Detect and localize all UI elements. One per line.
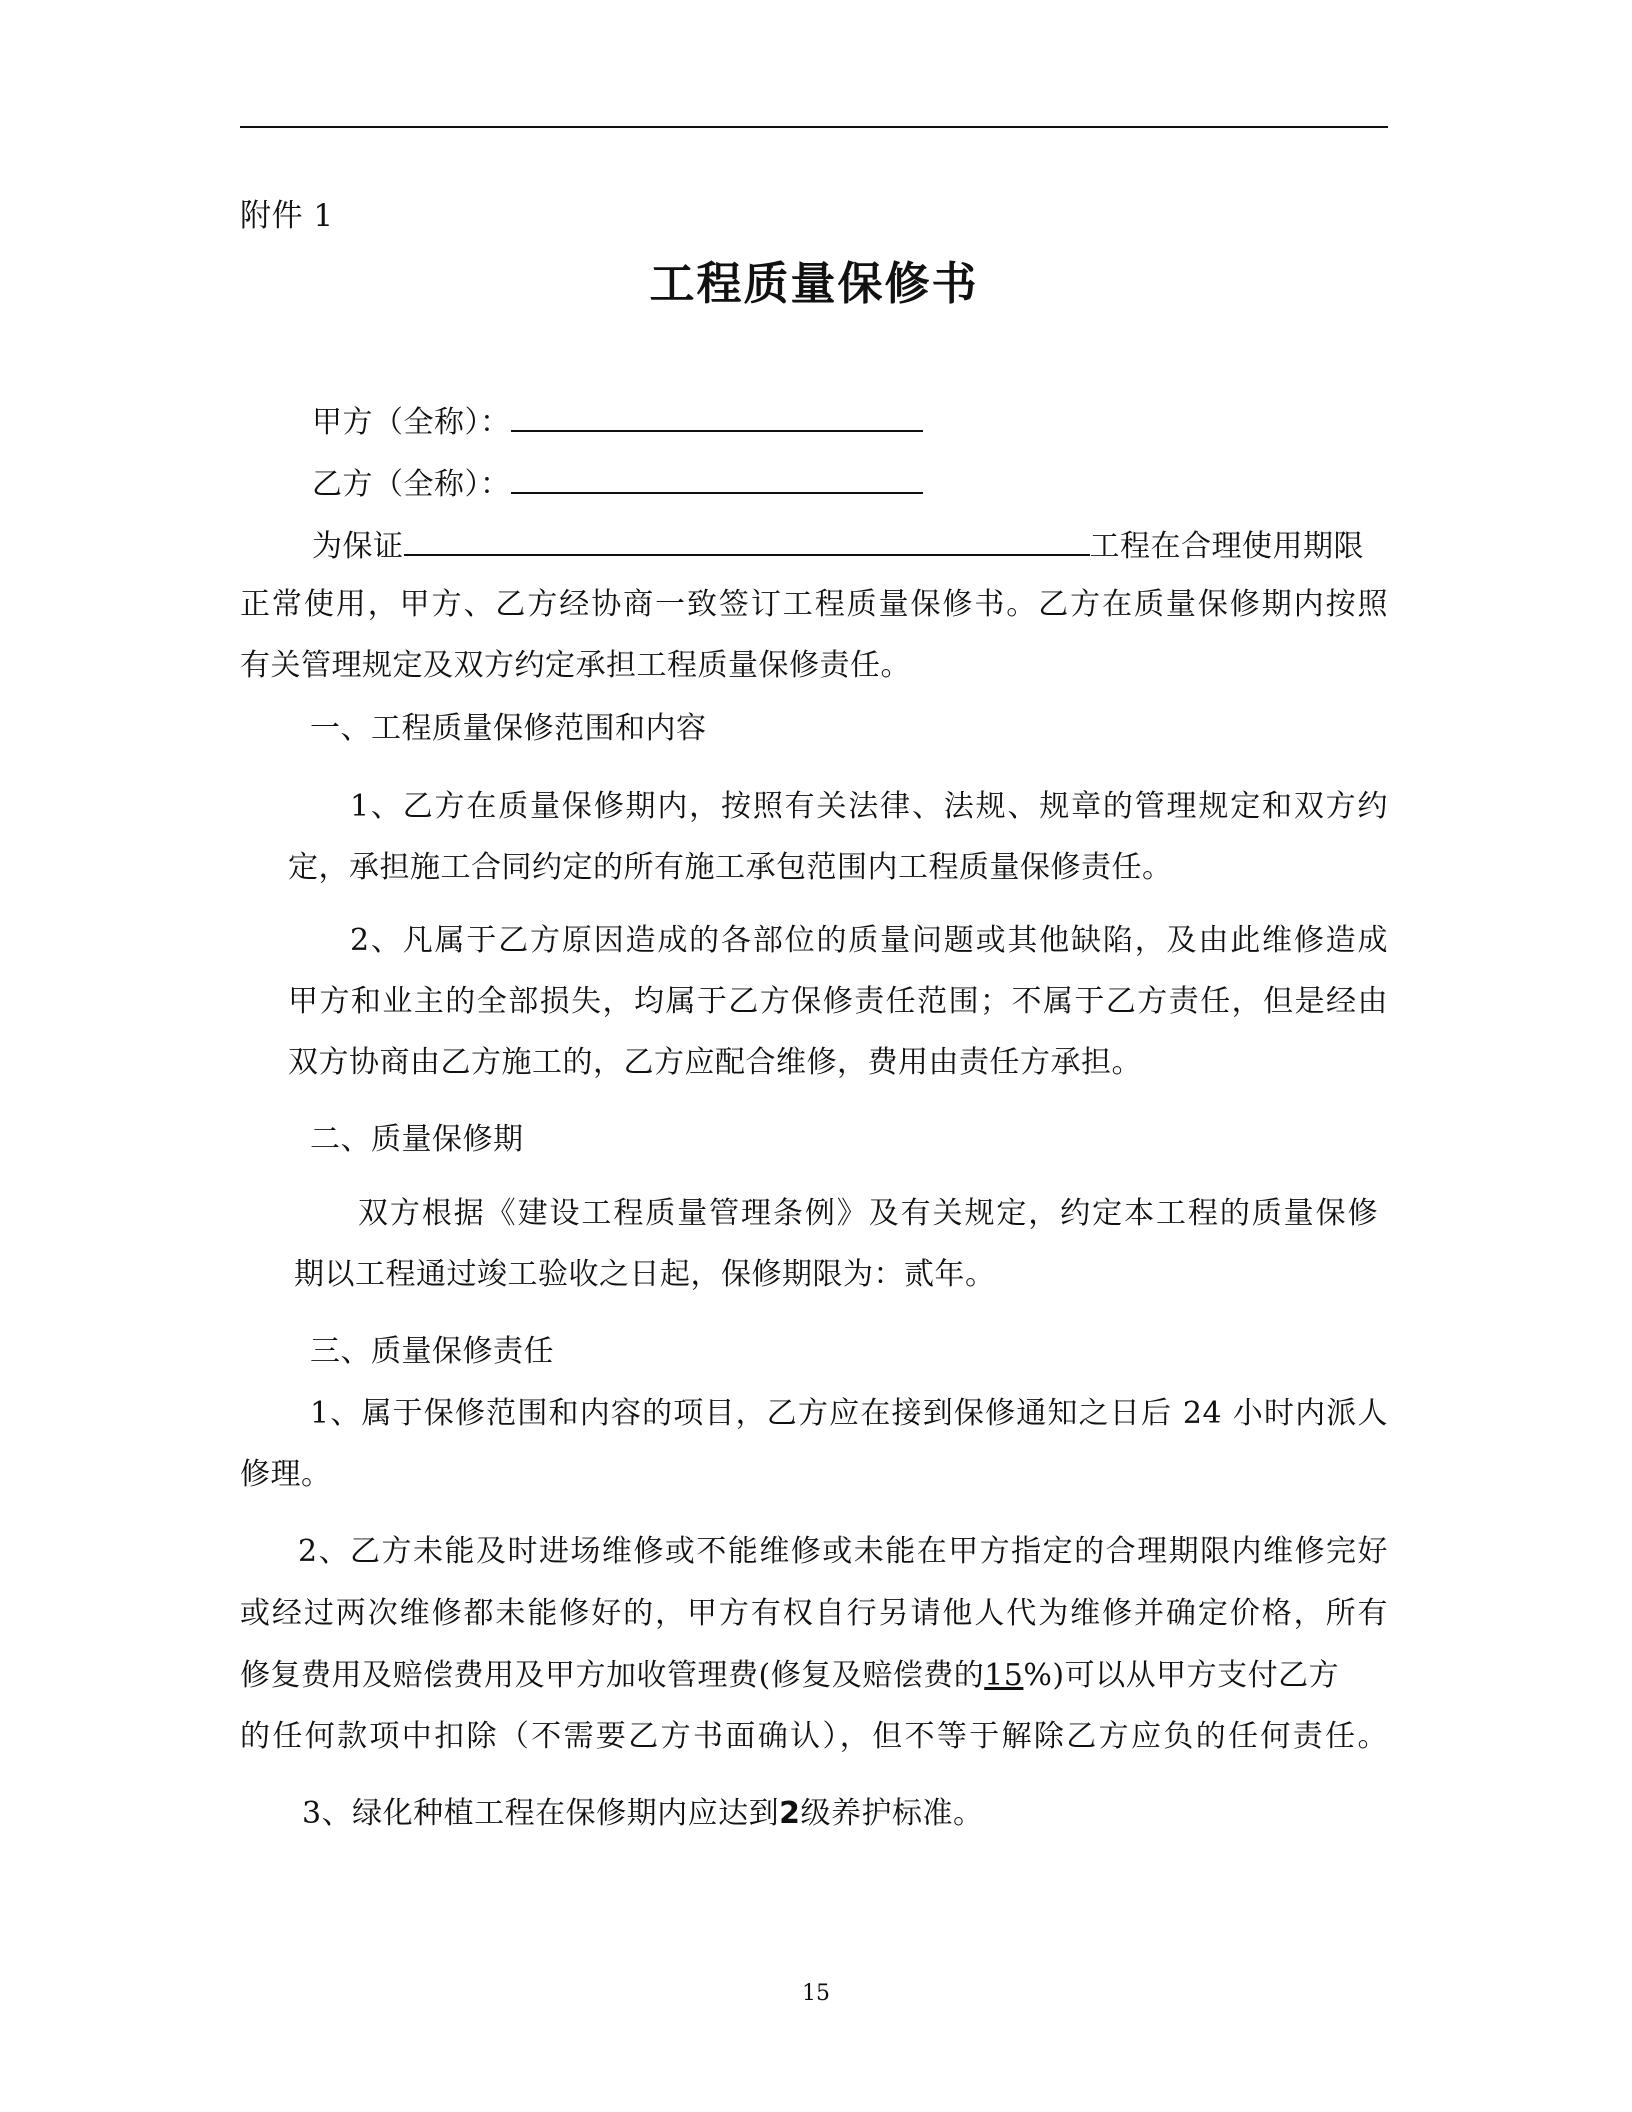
section1-heading: 一、工程质量保修范围和内容	[310, 711, 707, 746]
intro-line-1	[312, 524, 1388, 567]
party-a-blank	[511, 400, 923, 432]
party-a-label: 甲方（全称）：	[312, 405, 511, 440]
management-fee-percent: 15	[984, 1658, 1024, 1693]
section1-item2-line3: 双方协商由乙方施工的，乙方应配合维修，费用由责任方承担。	[288, 1045, 1142, 1080]
intro-line-3: 有关管理规定及双方约定承担工程质量保修责任。	[240, 648, 911, 683]
section2-line1: 双方根据《建设工程质量管理条例》及有关规定，约定本工程的质量保修	[358, 1196, 1378, 1231]
maintenance-level: 2	[779, 1796, 801, 1831]
header-rule	[240, 126, 1388, 128]
document-title: 工程质量保修书	[649, 257, 979, 310]
party-b-line	[312, 462, 1388, 505]
section3-item3	[302, 1794, 1388, 1834]
section3-item2-line3-prefix: 修复费用及赔偿费用及甲方加收管理费(修复及赔偿费的	[240, 1658, 985, 1693]
page-number: 15	[802, 1981, 830, 2006]
party-b-blank	[511, 462, 923, 494]
section1-item2-line1: 2、凡属于乙方原因造成的各部位的质量问题或其他缺陷，及由此维修造成	[350, 923, 1388, 958]
section3-item2-line1: 2、乙方未能及时进场维修或不能维修或未能在甲方指定的合理期限内维修完好	[298, 1534, 1388, 1569]
project-name-blank	[404, 524, 1090, 556]
section2-line2: 期以工程通过竣工验收之日起，保修期限为：贰年。	[294, 1257, 996, 1292]
section3-item3-suffix: 级养护标准。	[800, 1796, 984, 1831]
section3-item2-line3-suffix: %)可以从甲方支付乙方	[1023, 1658, 1340, 1693]
section3-item3-prefix: 3、绿化种植工程在保修期内应达到	[302, 1796, 780, 1831]
party-b-label: 乙方（全称）：	[312, 467, 511, 502]
section1-item2-line2: 甲方和业主的全部损失，均属于乙方保修责任范围；不属于乙方责任，但是经由	[288, 984, 1388, 1019]
section3-item2-line3	[240, 1656, 1388, 1696]
section1-item1-line1: 1、乙方在质量保修期内，按照有关法律、法规、规章的管理规定和双方约	[350, 789, 1388, 824]
section3-item1-line1: 1、属于保修范围和内容的项目，乙方应在接到保修通知之日后 24 小时内派人	[310, 1396, 1388, 1431]
intro-suffix: 工程在合理使用期限	[1089, 529, 1364, 564]
intro-line-2: 正常使用，甲方、乙方经协商一致签订工程质量保修书。乙方在质量保修期内按照	[240, 587, 1388, 622]
section3-item2-line4: 的任何款项中扣除（不需要乙方书面确认），但不等于解除乙方应负的任何责任。	[240, 1719, 1388, 1754]
section3-item2-line2: 或经过两次维修都未能修好的，甲方有权自行另请他人代为维修并确定价格，所有	[240, 1596, 1388, 1631]
section2-heading: 二、质量保修期	[310, 1122, 524, 1157]
section1-item1-line2: 定，承担施工合同约定的所有施工承包范围内工程质量保修责任。	[288, 850, 1173, 885]
section3-heading: 三、质量保修责任	[310, 1334, 554, 1369]
intro-prefix: 为保证	[312, 529, 404, 564]
party-a-line	[312, 400, 1388, 443]
section3-item1-line2: 修理。	[240, 1457, 332, 1492]
attachment-label: 附件 1	[240, 198, 334, 234]
